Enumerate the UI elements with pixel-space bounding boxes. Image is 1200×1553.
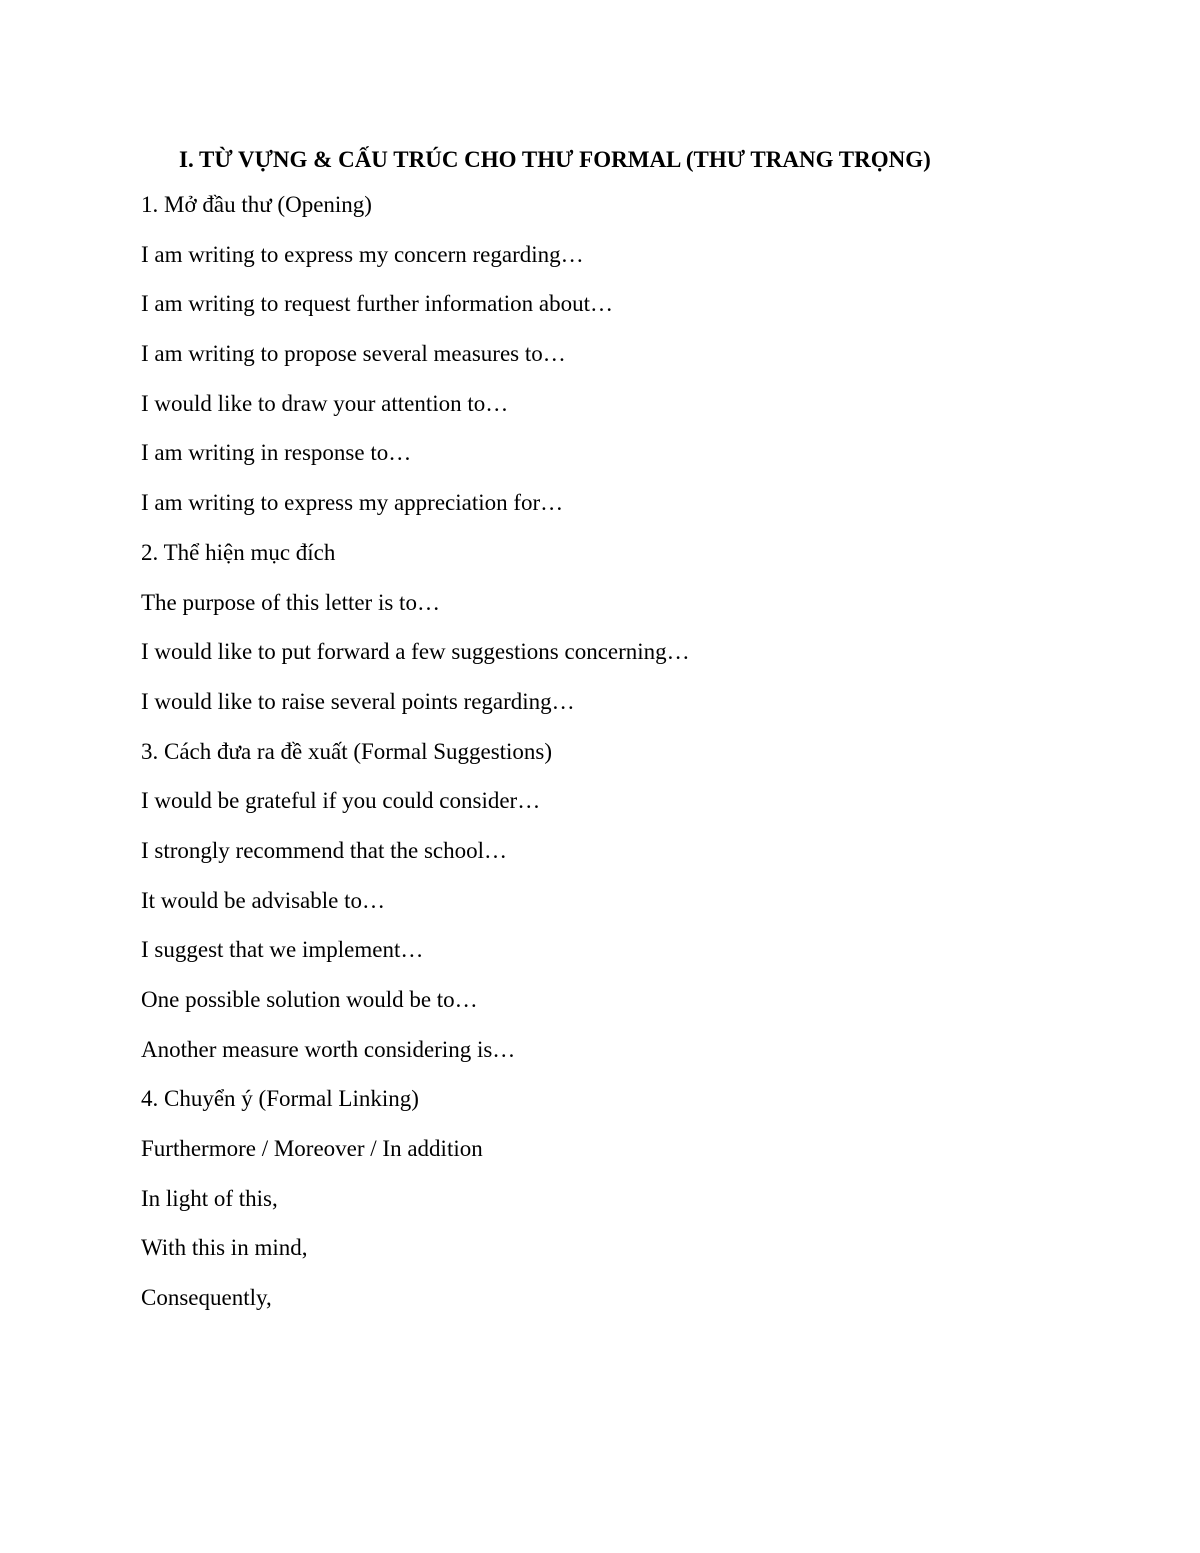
subheading-linking: 4. Chuyển ý (Formal Linking) — [141, 1086, 419, 1112]
phrase-line: I would be grateful if you could consider… — [141, 788, 541, 814]
phrase-line: I suggest that we implement… — [141, 937, 424, 963]
phrase-line: Furthermore / Moreover / In addition — [141, 1136, 483, 1162]
phrase-line: I am writing in response to… — [141, 440, 412, 466]
phrase-line: The purpose of this letter is to… — [141, 589, 440, 615]
phrase-line: In light of this, — [141, 1185, 278, 1211]
subheading-purpose: 2. Thể hiện mục đích — [141, 539, 336, 565]
subheading-suggestions: 3. Cách đưa ra đề xuất (Formal Suggestions) — [141, 738, 553, 764]
document-body — [141, 142, 1001, 1334]
phrase-line: Another measure worth considering is… — [141, 1036, 516, 1062]
phrase-line: I would like to draw your attention to… — [141, 390, 509, 416]
phrase-line: With this in mind, — [141, 1235, 308, 1261]
phrase-line: It would be advisable to… — [141, 887, 386, 913]
section-title: I. TỪ VỰNG & CẤU TRÚC CHO THƯ FORMAL (THƯ TRANG TRỌNG) — [179, 147, 931, 172]
phrase-line: I am writing to propose several measures to… — [141, 341, 566, 367]
phrase-line: Consequently, — [141, 1285, 272, 1311]
phrase-line: I would like to raise several points regarding… — [141, 688, 575, 714]
phrase-line: I am writing to request further information about… — [141, 291, 614, 317]
phrase-line: I am writing to express my appreciation for… — [141, 490, 564, 516]
phrase-line: I would like to put forward a few suggestions concerning… — [141, 639, 690, 665]
subheading-opening: 1. Mở đầu thư (Opening) — [141, 192, 372, 217]
phrase-line: I am writing to express my concern regarding… — [141, 241, 584, 267]
phrase-line: I strongly recommend that the school… — [141, 837, 508, 863]
phrase-line: One possible solution would be to… — [141, 987, 478, 1012]
